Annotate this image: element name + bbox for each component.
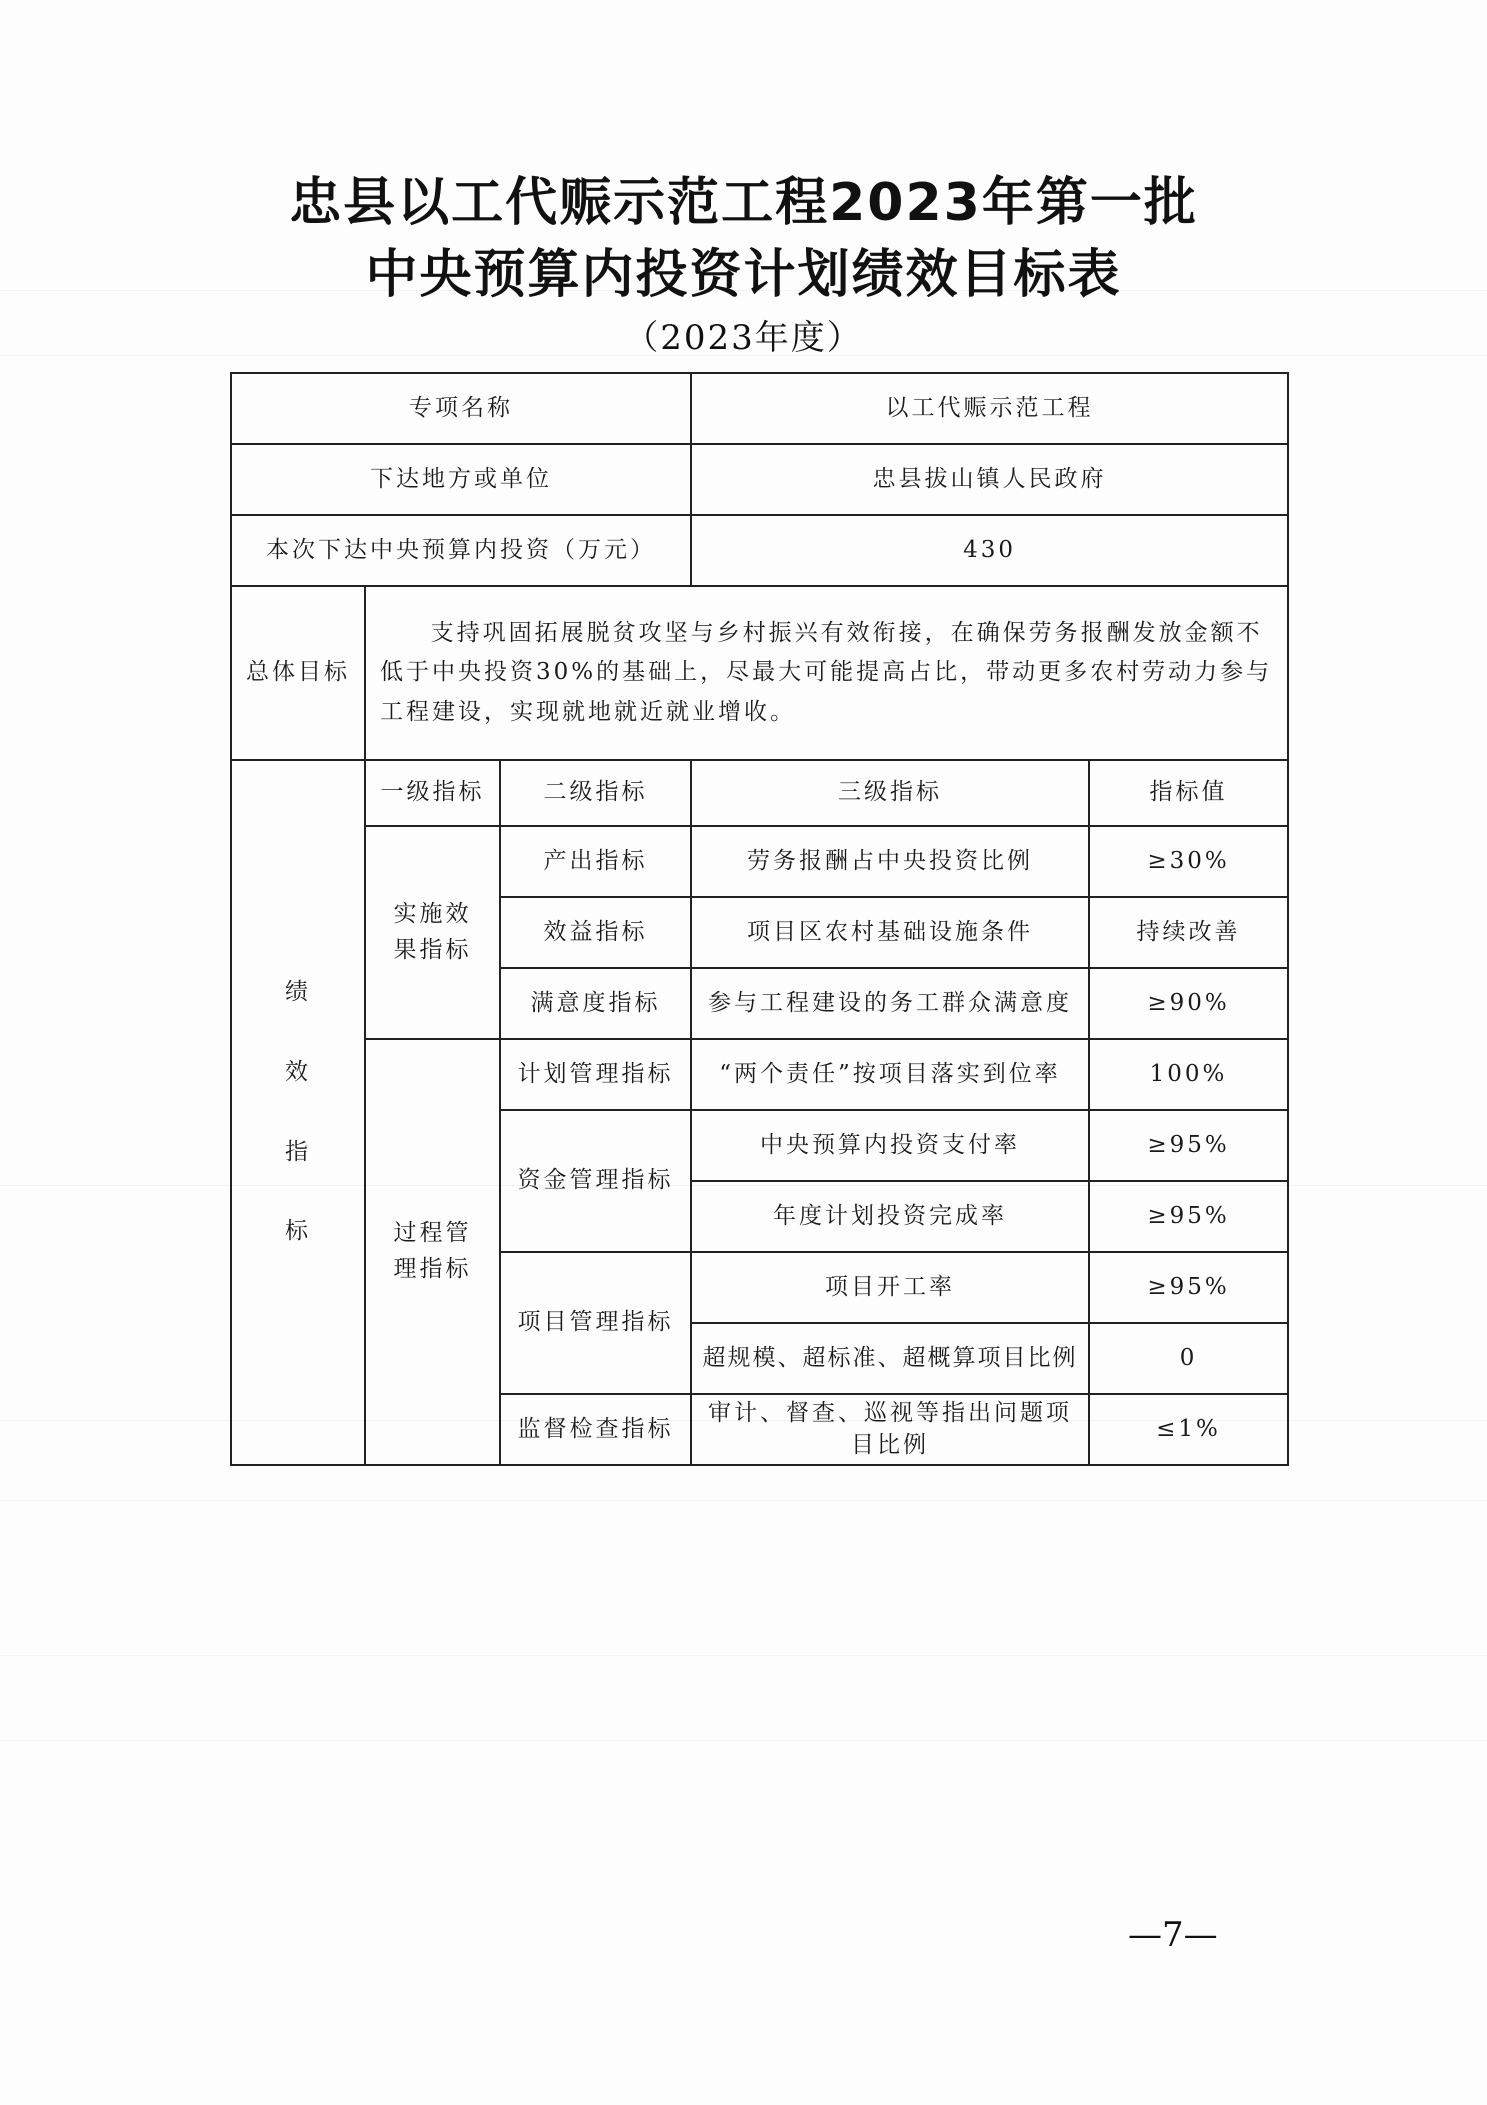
- value-cell: ≥95%: [1089, 1181, 1288, 1252]
- level3-cell: 年度计划投资完成率: [691, 1181, 1089, 1252]
- level2-cell: 效益指标: [500, 897, 691, 968]
- value-cell: ≥95%: [1089, 1252, 1288, 1323]
- document-title-line2: 中央预算内投资计划绩效目标表: [365, 245, 1122, 305]
- overall-goal-label: 总体目标: [231, 586, 365, 760]
- level2-cell: 满意度指标: [500, 968, 691, 1039]
- performance-indicator-label: [231, 760, 365, 1465]
- info-label: 下达地方或单位: [231, 444, 691, 515]
- value-cell: ≥30%: [1089, 826, 1288, 897]
- header-level2: 二级指标: [500, 760, 691, 826]
- level2-cell: 资金管理指标: [500, 1110, 691, 1252]
- info-label: 专项名称: [231, 373, 691, 444]
- label-char: 指: [285, 1138, 311, 1165]
- info-value: 430: [691, 515, 1288, 586]
- label-char: 标: [285, 1218, 311, 1245]
- level3-cell: 劳务报酬占中央投资比例: [691, 826, 1089, 897]
- level2-cell: 项目管理指标: [500, 1252, 691, 1394]
- document-title-line1: 忠县以工代赈示范工程2023年第一批: [289, 173, 1198, 233]
- label-char: 绩: [285, 979, 311, 1006]
- level3-cell: “两个责任”按项目落实到位率: [691, 1039, 1089, 1110]
- info-label: 本次下达中央预算内投资（万元）: [231, 515, 691, 586]
- indicator-row: [231, 826, 1288, 897]
- value-cell: 持续改善: [1089, 897, 1288, 968]
- value-cell: ≤1%: [1089, 1394, 1288, 1465]
- overall-goal-text: 支持巩固拓展脱贫攻坚与乡村振兴有效衔接，在确保劳务报酬发放金额不低于中央投资30%的基础上，尽最大可能提高占比，带动更多农村劳动力参与工程建设，实现就地就近就业增收。: [380, 620, 1273, 725]
- level3-cell: 超规模、超标准、超概算项目比例: [691, 1323, 1089, 1394]
- level3-cell: 审计、督查、巡视等指出问题项目比例: [691, 1394, 1089, 1465]
- info-row: [231, 373, 1288, 444]
- level3-cell: 中央预算内投资支付率: [691, 1110, 1089, 1181]
- value-cell: 0: [1089, 1323, 1288, 1394]
- info-row: [231, 515, 1288, 586]
- level1-implementation: 实施效果指标: [365, 826, 500, 1039]
- indicator-row: [231, 1039, 1288, 1110]
- label-char: 效: [285, 1058, 311, 1085]
- overall-goal-row: [231, 586, 1288, 760]
- level1-process: 过程管理指标: [365, 1039, 500, 1465]
- page-number: —7—: [1128, 1915, 1218, 1955]
- level2-cell: 计划管理指标: [500, 1039, 691, 1110]
- header-level3: 三级指标: [691, 760, 1089, 826]
- value-cell: ≥95%: [1089, 1110, 1288, 1181]
- level3-cell: 项目开工率: [691, 1252, 1089, 1323]
- value-cell: 100%: [1089, 1039, 1288, 1110]
- level3-cell: 项目区农村基础设施条件: [691, 897, 1089, 968]
- level2-cell: 产出指标: [500, 826, 691, 897]
- overall-goal-cell: [365, 586, 1288, 760]
- info-value: 以工代赈示范工程: [691, 373, 1288, 444]
- info-value: 忠县拔山镇人民政府: [691, 444, 1288, 515]
- header-value: 指标值: [1089, 760, 1288, 826]
- header-row: [231, 760, 1288, 826]
- performance-target-table-body: [230, 372, 1289, 1466]
- document-year: （2023年度）: [624, 318, 863, 358]
- value-cell: ≥90%: [1089, 968, 1288, 1039]
- info-row: [231, 444, 1288, 515]
- level3-cell: 参与工程建设的务工群众满意度: [691, 968, 1089, 1039]
- level2-cell: 监督检查指标: [500, 1394, 691, 1465]
- header-level1: 一级指标: [365, 760, 500, 826]
